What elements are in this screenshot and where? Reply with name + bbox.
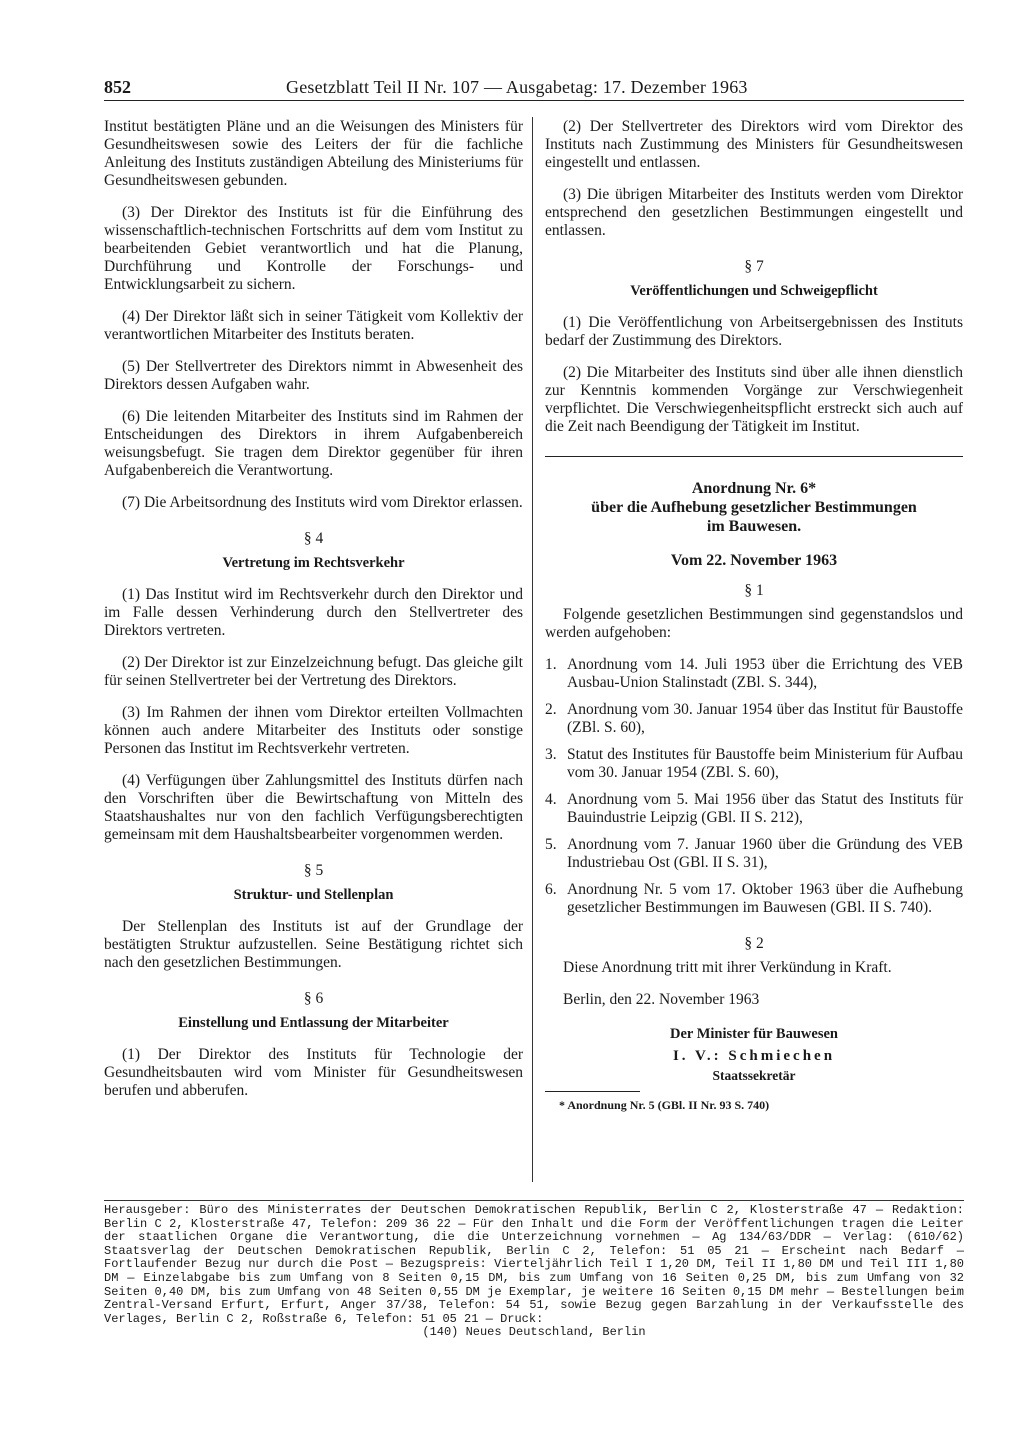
section-4-paragraph-4: (4) Verfügungen über Zahlungsmittel des Instituts dürfen nach den Vorschriften über die Bewirtschaftung von Mitteln des Staatshaushaltes nur von den fachlich Verfügungsberechtigten gemeinsam mit dem Haushaltsbearbeiter vorgenommen werden. xyxy=(104,772,523,843)
paragraph-6: (6) Die leitenden Mitarbeiter des Instituts sind im Rahmen der Entscheidungen des Direktors in ihrem Aufgabenbereich weisungsbefugt. Sie tragen dem Direktor gegenüber für ihren Aufgabenbereich die Verantwortung. xyxy=(104,408,523,479)
list-item xyxy=(545,791,963,827)
section-4-paragraph-2: (2) Der Direktor ist zur Einzelzeichnung befugt. Das gleiche gilt für seinen Stellvertreter bei der Vertretung des Direktors. xyxy=(104,654,523,689)
header-rule xyxy=(104,100,964,101)
list-item-number: 3. xyxy=(545,746,557,763)
section-6-title: Einstellung und Entlassung der Mitarbeiter xyxy=(178,1015,449,1031)
page-number: 852 xyxy=(104,77,131,97)
paragraph-7: (7) Die Arbeitsordnung des Instituts wird vom Direktor erlassen. xyxy=(122,494,523,511)
section-6-paragraph-3: (3) Die übrigen Mitarbeiter des Instituts werden vom Direktor entsprechend den gesetzlichen Bestimmungen eingestellt und entlassen. xyxy=(545,186,963,239)
ordinance-section-2-number: § 2 xyxy=(744,935,764,952)
list-item xyxy=(545,881,963,917)
imprint-rule xyxy=(104,1200,964,1201)
ordinance-title xyxy=(545,479,963,536)
list-item xyxy=(545,656,963,692)
section-7-paragraph-1: (1) Die Veröffentlichung von Arbeitsergebnissen des Instituts bedarf der Zustimmung des Direktors. xyxy=(545,314,963,349)
section-6-paragraph-2: (2) Der Stellvertreter des Direktors wird vom Direktor des Instituts nach Zustimmung des Ministers für Gesundheitswesen eingestellt und entlassen. xyxy=(545,118,963,171)
section-divider xyxy=(545,456,963,457)
paragraph-4: (4) Der Direktor läßt sich in seiner Tätigkeit vom Kollektiv der verantwortlichen Mitarbeiter des Instituts beraten. xyxy=(104,308,523,343)
list-item-text: Statut des Institutes für Baustoffe beim Ministerium für Aufbau vom 30. Januar 1954 (ZBl. S. 60), xyxy=(567,746,963,781)
ordinance-date: Vom 22. November 1963 xyxy=(670,552,838,569)
paragraph-5: (5) Der Stellvertreter des Direktors nimmt in Abwesenheit des Direktors dessen Aufgaben wahr. xyxy=(104,358,523,393)
section-5-paragraph: Der Stellenplan des Instituts ist auf der Grundlage der bestätigten Struktur aufzustellen. Seine Bestätigung richtet sich nach den gesetzlichen Bestimmungen. xyxy=(104,918,523,971)
signatory-organization: Der Minister für Bauwesen xyxy=(670,1026,838,1042)
section-4-title: Vertretung im Rechtsverkehr xyxy=(222,555,405,571)
list-item-text: Anordnung vom 7. Januar 1960 über die Gründung des VEB Industriebau Ost (GBl. II S. 31), xyxy=(567,836,963,871)
section-7-paragraph-2: (2) Die Mitarbeiter des Instituts sind über alle ihnen dienstlich zur Kenntnis kommenden Vorgänge zur Verschwiegenheit verpflichtet. Die Verschwiegenheitspflicht erstreckt sich auch auf die Zeit nach Beendigung der Tätigkeit im Institut. xyxy=(545,364,963,435)
section-7-title: Veröffentlichungen und Schweigepflicht xyxy=(630,283,878,299)
ordinance-title-line-3: im Bauwesen. xyxy=(706,518,802,535)
ordinance-section-2-paragraph: Diese Anordnung tritt mit ihrer Verkündung in Kraft. xyxy=(563,959,892,976)
list-item-number: 2. xyxy=(545,701,557,718)
list-item-number: 4. xyxy=(545,791,557,808)
column-rule xyxy=(532,117,533,1182)
section-6-number: § 6 xyxy=(303,990,324,1007)
footnote-rule xyxy=(545,1091,640,1092)
paragraph-3: (3) Der Direktor des Instituts ist für die Einführung des wissenschaftlich-technischen Fortschritts auf dem vom Institut zu bearbeitenden Gebiet verantwortlich und hat die Planung, Durchführung und Kontrolle der Forschungs- und Entwicklungsarbeit zu sichern. xyxy=(104,204,523,293)
list-item-text: Anordnung vom 14. Juli 1953 über die Errichtung des VEB Ausbau-Union Stalinstadt (ZBl. S. 344), xyxy=(567,656,963,691)
list-item-number: 5. xyxy=(545,836,557,853)
right-column xyxy=(545,118,963,1114)
list-item xyxy=(545,701,963,737)
left-column xyxy=(104,118,523,1114)
ordinance-title-line-1: Anordnung Nr. 6* xyxy=(691,480,817,497)
imprint-printer: (140) Neues Deutschland, Berlin xyxy=(422,1325,646,1340)
list-item-number: 1. xyxy=(545,656,557,673)
place-and-date: Berlin, den 22. November 1963 xyxy=(563,991,760,1008)
ordinance-section-1-intro: Folgende gesetzlichen Bestimmungen sind gegenstandslos und werden aufgehoben: xyxy=(545,606,963,641)
section-6-paragraph-1: (1) Der Direktor des Instituts für Technologie der Gesundheitsbauten wird vom Minister für Gesundheitswesen berufen und abberufen. xyxy=(104,1046,523,1099)
list-item-text: Anordnung vom 30. Januar 1954 über das Institut für Baustoffe (ZBl. S. 60), xyxy=(567,701,963,736)
imprint-text: Herausgeber: Büro des Ministerrates der Deutschen Demokratischen Republik, Berlin C 2, Klosterstraße 47 — Redaktion: Berlin C 2, Klosterstraße 47, Telefon: 209 36 22 — Für den Inhalt und die Form der Veröffentlichungen tragen die Leiter der staatlichen Organe die Verantwortung, die die Unterzeichnung vornehmen — Ag 134/63/DDR — Verlag: (610/62) Staatsverlag der Deutschen Demokratischen Republik, Berlin C 2, Telefon: 51 05 21 — Erscheint nach Bedarf — Fortlaufender Bezug nur durch die Post — Bezugspreis: Vierteljährlich Teil I 1,20 DM, Teil II 1,80 DM und Teil III 1,80 DM — Einzelabgabe bis zum Umfang von 8 Seiten 0,15 DM, bis zum Umfang von 16 Seiten 0,25 DM, bis zum Umfang von 32 Seiten 0,40 DM, bis zum Umfang von 48 Seiten 0,55 DM je Exemplar, je weitere 16 Seiten 0,15 DM mehr — Bestellungen beim Zentral-Versand Erfurt, Erfurt, Anger 37/38, Telefon: 54 51, sowie Bezug gegen Barzahlung in der Verkaufsstelle des Verlages, Berlin C 2, Roßstraße 6, Telefon: 51 05 21 — Druck: xyxy=(104,1203,964,1326)
ordinance-title-line-2: über die Aufhebung gesetzlicher Bestimmungen xyxy=(591,499,917,516)
section-4-number: § 4 xyxy=(303,530,324,547)
signatory-role: Staatssekretär xyxy=(712,1068,796,1083)
footnote: * Anordnung Nr. 5 (GBl. II Nr. 93 S. 740) xyxy=(559,1098,770,1112)
section-5-number: § 5 xyxy=(303,862,324,879)
section-7-number: § 7 xyxy=(744,258,764,275)
section-4-paragraph-1: (1) Das Institut wird im Rechtsverkehr durch den Direktor und im Falle dessen Verhinderung durch den Stellvertreter des Direktors vertreten. xyxy=(104,586,523,639)
list-item-number: 6. xyxy=(545,881,557,898)
paragraph-continuation: Institut bestätigten Pläne und an die Weisungen des Ministers für Gesundheitswesen sowie des Leiters der für die fachliche Anleitung des Instituts zuständigen Abteilung des Ministeriums für Gesundheitswesen gebunden. xyxy=(104,118,523,189)
signatory-name: I. V.: Schmiechen xyxy=(672,1048,836,1064)
ordinance-section-1-number: § 1 xyxy=(744,582,764,599)
publisher-imprint xyxy=(104,1204,964,1340)
section-4-paragraph-3: (3) Im Rahmen der ihnen vom Direktor erteilten Vollmachten können auch andere Mitarbeiter des Instituts oder sonstige Personen das Institut im Rechtsverkehr vertreten. xyxy=(104,704,523,757)
list-item-text: Anordnung vom 5. Mai 1956 über das Statut des Instituts für Bauindustrie Leipzig (GBl. II S. 212), xyxy=(567,791,963,826)
list-item-text: Anordnung Nr. 5 vom 17. Oktober 1963 über die Aufhebung gesetzlicher Bestimmungen im Bauwesen (GBl. II S. 740). xyxy=(567,881,963,916)
running-title: Gesetzblatt Teil II Nr. 107 — Ausgabetag: 17. Dezember 1963 xyxy=(286,77,748,97)
list-item xyxy=(545,746,963,782)
list-item xyxy=(545,836,963,872)
section-5-title: Struktur- und Stellenplan xyxy=(233,887,394,903)
repealed-regulations-list xyxy=(545,656,963,917)
